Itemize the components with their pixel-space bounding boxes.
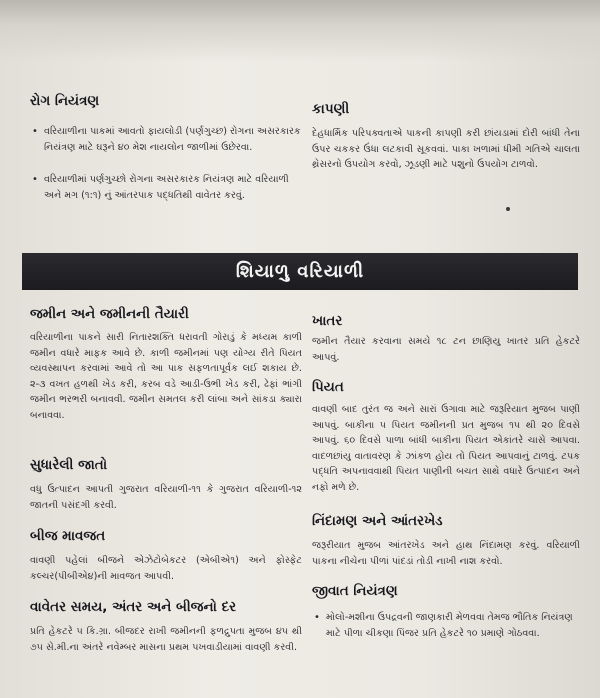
weeding-title: નિંદામણ અને આંતરખેડ xyxy=(312,513,443,529)
pest-control-title: જીવાત નિયંત્રણ xyxy=(312,583,398,599)
irrigation-text: વાવણી બાદ તુરંત જ અને સારાં ઉગાવા માટે જરૂરિયાત મુજબ પાણી આપવું. બાકીના ૫ પિયત જમીનની પ્રત મુજબ ૧૫ થી ૨૦ દિવસે આપવું. ૬૦ દિવસે પાળા બાંધી બાકીના પિયત એકાંતરે ચાસે આપવા. વાદળછાંયુ વાતાવરણ કે ઝાંકળ હોય તો પિયત આપવાનું ટાળવું. ટપક પદ્ધતિ અપનાવવાથી પિયત પાણીની બચત સાથે વધારે ઉત્પાદન અને નફો મળે છે. xyxy=(312,404,580,493)
bullet-dot: • xyxy=(314,612,320,623)
print-speck xyxy=(506,207,510,211)
land-preparation-title: જમીન અને જમીનની તૈયારી xyxy=(30,306,189,322)
sowing-title: વાવેતર સમય, અંતર અને બીજનો દર xyxy=(30,599,237,615)
pest-control-bullet xyxy=(312,610,580,641)
land-preparation-text: વરિયાળીના પાકને સારી નિતારશક્તિ ધરાવતી ગોરાડું કે મધ્યમ કાળી જમીન વધારે માફક આવે છે. કાળી જમીનમાં પણ યોગ્ય રીતે પિયત વ્યવસ્થાપન કરવામાં આવે તો આ પાક સફળતાપૂર્વક લઈ શકાય છે. ૨-૩ વખત હળથી ખેડ કરી, કરબ વડે આડી-ઉભી ખેડ કરી, ઢેફાં ભાંગી જમીન ભરભરી બનાવવી. જમીન સમતલ કરી લાંબા અને સાંકડા ક્યારા બનાવવા. xyxy=(30,332,302,421)
bullet-dot: • xyxy=(32,126,38,137)
manure-text: જમીન તૈયાર કરવાના સમયે ૧૮ ટન છાણિયુ ખાતર પ્રતિ હેકટરે આપવું. xyxy=(312,336,580,363)
seed-treatment-title: બીજ માવજત xyxy=(30,528,106,544)
page-top-shadow xyxy=(0,0,600,62)
bullet-dot: • xyxy=(32,174,38,185)
disease-control-bullet-2 xyxy=(30,172,302,203)
manure-title: ખાતર xyxy=(312,313,343,329)
harvest-title: કાપણી xyxy=(312,101,350,117)
sowing-text: પ્રતિ હેકટરે ૫ કિ.ગ્રા. બીજદર રાખી જમીનની ફળદ્રુપતા મુજબ ૪૫ થી ૭૫ સે.મી.ના અંતરે નવેમ્બર માસના પ્રથમ પખવાડીયામાં વાવણી કરવી. xyxy=(30,626,302,653)
disease-control-title: રોગ નિયંત્રણ xyxy=(30,93,100,109)
varieties-title: સુધારેલી જાતો xyxy=(30,457,108,473)
disease-control-bullet-1 xyxy=(30,124,302,155)
bullet-text: મોલો-મશીના ઉપદ્રવની જાણકારી મેળવવા તેમજ ભૌતિક નિયંત્રણ માટે પીળા ચીકણા પિંજર પ્રતિ હેકટરે ૧૦ પ્રમાણે ગોઠવવા. xyxy=(326,612,573,639)
seed-treatment-text: વાવણી પહેલાં બીજને એઝેટોબેકટર (એબીએ૧) અને ફોસ્ફેટ કલ્ચર(પીબીએ૪)ની માવજત આપવી. xyxy=(30,555,302,582)
irrigation-title: પિયત xyxy=(312,379,344,395)
bullet-text: વરિયાળીના પાકમાં આવતો ફાયલોડી (પર્ણગુચ્છ) રોગના અસરકારક નિયંત્રણ માટે ઘરૂને ૪૦ મેશ નાયલોન જાળીમાં ઉછેરવા. xyxy=(44,126,301,153)
weeding-text: જરૂરીયાત મુજબ આંતરખેડ અને હાથ નિંદામણ કરવું. વરિયાળી પાકના નીચેના પીળાં પાંદડાં તોડી નાખી નાશ કરવો. xyxy=(312,540,580,567)
bullet-text: વરિયાળીમાં પર્ણગુચ્છો રોગના અસરકારક નિયંત્રણ માટે વરિયાળી અને મગ (૧:૧) નું આંતરપાક પદ્ધતિથી વાવેતર કરવું. xyxy=(44,174,289,201)
varieties-text: વધુ ઉત્પાદન આપતી ગુજરાત વરિયાળી-૧૧ કે ગુજરાત વરિયાળી-૧૨ જાતની પસંદગી કરવી. xyxy=(30,484,302,511)
banner-title: શિયાળુ વરિયાળી xyxy=(235,261,365,282)
section-banner xyxy=(22,253,578,290)
harvest-text: દેહધાર્મિક પરિપક્વતાએ પાકની કાપણી કરી છાંયડામાં દોરી બાંધી તેના ઉપર ચકકર ઉંધા લટકાવી સૂકવવાં. પાકા ખળામાં ધીમી ગતિએ ચાલતા થ્રેસરનો ઉપયોગ કરવો, ઝૂડણી માટે પશુનો ઉપયોગ ટાળવો. xyxy=(312,128,580,171)
